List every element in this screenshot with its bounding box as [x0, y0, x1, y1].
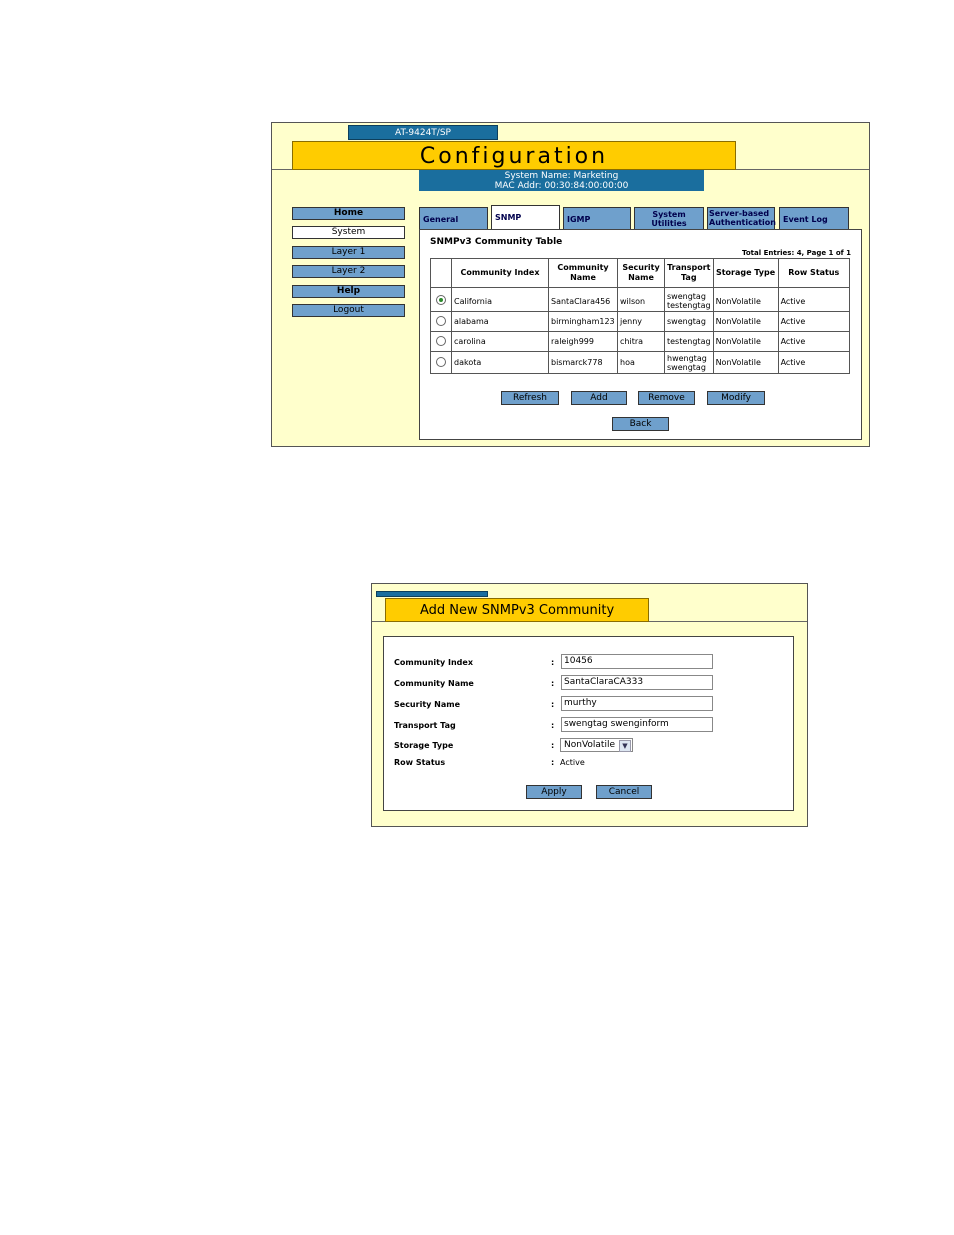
community-name-cell: SantaClara456	[549, 288, 618, 312]
community-index-cell: carolina	[452, 332, 549, 352]
community-name-input[interactable]: SantaClaraCA333	[561, 675, 713, 690]
nav-system-button[interactable]: System	[292, 226, 405, 239]
community-index-input[interactable]: 10456	[561, 654, 713, 669]
row-radio-button[interactable]	[436, 316, 446, 326]
storage-type-cell: NonVolatile	[713, 352, 778, 374]
refresh-button[interactable]: Refresh	[501, 391, 559, 405]
column-header-row-status: Row Status	[778, 259, 849, 288]
tab-server-auth-line2: Authentication	[709, 218, 776, 227]
table-row[interactable]	[431, 352, 850, 374]
row-radio-button[interactable]	[436, 336, 446, 346]
modify-button[interactable]: Modify	[707, 391, 765, 405]
row-status-cell: Active	[778, 288, 849, 312]
table-row[interactable]	[431, 312, 850, 332]
add-button[interactable]: Add	[571, 391, 627, 405]
configuration-screen	[271, 122, 870, 447]
nav-home-button[interactable]: Home	[292, 207, 405, 220]
table-row[interactable]	[431, 288, 850, 312]
transport-tag-header-line2: Tag	[681, 273, 697, 282]
column-header-community-index: Community Index	[452, 259, 549, 288]
table-title: SNMPv3 Community Table	[430, 237, 563, 247]
column-header-community-name	[549, 259, 618, 288]
cancel-button[interactable]: Cancel	[596, 785, 652, 799]
transport-tag-line1: testengtag	[667, 337, 711, 346]
community-name-colon: :	[551, 679, 555, 688]
tab-server-based-authentication[interactable]	[707, 207, 775, 229]
remove-button[interactable]: Remove	[638, 391, 695, 405]
snmp-content-panel	[419, 229, 862, 440]
community-index-cell: California	[452, 288, 549, 312]
row-radio-button[interactable]	[436, 295, 446, 305]
security-name-cell: wilson	[618, 288, 665, 312]
storage-type-select[interactable]	[560, 738, 633, 752]
storage-type-cell: NonVolatile	[713, 332, 778, 352]
row-select-cell[interactable]	[431, 312, 452, 332]
security-name-colon: :	[551, 700, 555, 709]
community-index-cell: dakota	[452, 352, 549, 374]
community-name-header-line2: Name	[570, 273, 596, 282]
apply-button[interactable]: Apply	[526, 785, 582, 799]
chevron-down-icon[interactable]: ▼	[619, 740, 631, 752]
tab-system-utilities-line2: Utilities	[651, 219, 687, 228]
security-name-cell: jenny	[618, 312, 665, 332]
transport-tag-colon: :	[551, 721, 555, 730]
column-header-transport-tag	[665, 259, 714, 288]
page-title: Configuration	[292, 141, 736, 170]
community-table	[430, 258, 850, 374]
nav-layer2-button[interactable]: Layer 2	[292, 265, 405, 278]
storage-type-cell: NonVolatile	[713, 312, 778, 332]
storage-type-cell: NonVolatile	[713, 288, 778, 312]
add-community-form	[383, 636, 794, 811]
transport-tag-line2: testengtag	[667, 301, 711, 310]
nav-layer1-button[interactable]: Layer 1	[292, 246, 405, 259]
tab-system-utilities[interactable]	[634, 207, 704, 229]
column-header-storage-type: Storage Type	[713, 259, 778, 288]
mac-address: MAC Addr: 00:30:84:00:00:00	[494, 181, 629, 191]
table-row[interactable]	[431, 332, 850, 352]
system-info-bar	[419, 170, 704, 191]
transport-tag-input[interactable]: swengtag swenginform	[561, 717, 713, 732]
tab-system-utilities-line1: System	[652, 210, 686, 219]
community-name-cell: raleigh999	[549, 332, 618, 352]
select-column-header	[431, 259, 452, 288]
community-name-label: Community Name	[394, 679, 474, 688]
back-button[interactable]: Back	[612, 417, 669, 431]
page-title: Add New SNMPv3 Community	[385, 598, 649, 622]
community-name-cell: bismarck778	[549, 352, 618, 374]
row-select-cell[interactable]	[431, 288, 452, 312]
transport-tag-line1: swengtag	[667, 292, 706, 301]
transport-tag-cell	[665, 312, 714, 332]
storage-type-label: Storage Type	[394, 741, 454, 750]
transport-tag-label: Transport Tag	[394, 721, 456, 730]
nav-logout-button[interactable]: Logout	[292, 304, 405, 317]
model-label: AT-9424T/SP	[348, 125, 498, 140]
tab-snmp[interactable]: SNMP	[491, 205, 560, 229]
community-index-cell: alabama	[452, 312, 549, 332]
transport-tag-line1: swengtag	[667, 317, 706, 326]
row-status-colon: :	[551, 758, 555, 767]
row-radio-button[interactable]	[436, 357, 446, 367]
row-status-cell: Active	[778, 312, 849, 332]
transport-tag-cell	[665, 288, 714, 312]
community-name-header-line1: Community	[557, 263, 609, 272]
tab-server-auth-line1: Server-based	[709, 209, 770, 218]
security-name-cell: hoa	[618, 352, 665, 374]
transport-tag-cell	[665, 352, 714, 374]
tab-event-log[interactable]: Event Log	[779, 207, 849, 229]
security-name-input[interactable]: murthy	[561, 696, 713, 711]
transport-tag-cell	[665, 332, 714, 352]
tab-igmp[interactable]: IGMP	[563, 207, 631, 229]
storage-type-value: NonVolatile	[564, 740, 615, 750]
total-entries: Total Entries: 4, Page 1 of 1	[742, 249, 851, 257]
transport-tag-header-line1: Transport	[667, 263, 711, 272]
row-select-cell[interactable]	[431, 332, 452, 352]
community-name-cell: birmingham123	[549, 312, 618, 332]
row-status-cell: Active	[778, 352, 849, 374]
security-name-cell: chitra	[618, 332, 665, 352]
system-name: System Name: Marketing	[504, 171, 619, 181]
row-select-cell[interactable]	[431, 352, 452, 374]
community-index-colon: :	[551, 658, 555, 667]
storage-type-colon: :	[551, 741, 555, 750]
header-bar	[376, 591, 488, 597]
security-name-label: Security Name	[394, 700, 460, 709]
column-header-security-name	[618, 259, 665, 288]
security-name-header-line1: Security	[622, 263, 660, 272]
transport-tag-line2: swengtag	[667, 362, 706, 372]
add-community-screen	[371, 583, 808, 827]
security-name-header-line2: Name	[628, 273, 654, 282]
transport-tag-line1: hwengtag	[667, 353, 707, 363]
tab-general[interactable]: General	[419, 207, 488, 229]
row-status-value: Active	[560, 758, 585, 767]
community-index-label: Community Index	[394, 658, 473, 667]
nav-help-button[interactable]: Help	[292, 285, 405, 298]
row-status-cell: Active	[778, 332, 849, 352]
row-status-label: Row Status	[394, 758, 446, 767]
